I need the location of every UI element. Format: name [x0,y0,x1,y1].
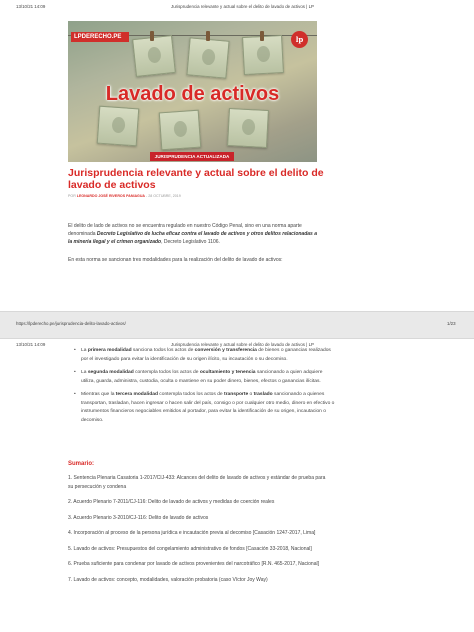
intro-paragraph [68,222,320,246]
sumario-link[interactable]: 5. Lavado de activos: Presupuestos del congelamiento administrativo de fondos [Casación 33-2018, Nacional] [68,545,312,552]
hero-title: Lavado de activos [105,83,280,105]
hero-image [68,21,317,162]
list-item: • Mientras que la tercera modalidad contempla todos los actos de transporte o traslado sancionando a quienes transportan, trasladan, hacen ingresar o hacen salir del país, consigo o por cualquier otro medio, dinero en efectivo o instrumentos financieros negociables emitidos al portador, para evitar la identificación de su origen, incautacion o decomiso. [74,391,336,425]
decree-name: Decreto Legislativo de lucha eficaz contra el lavado de activos y otros delitos relacionadas a la minería ilegal y el crimen organizado [68,231,317,245]
money-bill-icon [186,37,229,78]
list-item: • La segunda modalidad contempla todos los actos de ocultamiento y tenencia sancionando a quien adquiere utiliza, guarda, administra, custodia, oculta o mantiene en su poder dinero, bienes, efectos o ganancias ilícitas. [74,369,336,386]
sumario-link[interactable]: 1. Sentencia Plenaria Casatoria 1-2017/CIJ-433: Alcances del delito de lavado de activos y estándar de prueba para su persecución y condena [68,475,326,490]
sumario-link[interactable]: 4. Incorporación al proceso de la persona jurídica e incautación previa al decomiso [Casación 1247-2017, Lima] [68,530,316,536]
text-run: El delito de lado de activos no se encuentra regulado en nuestro Código Penal, sino en una norma aparte denominada [68,223,302,237]
clothespin-icon [206,31,210,41]
publish-date: 28 OCTUBRE, 2019 [148,194,181,198]
print-header-title: Jurisprudencia relevante y actual sobre el delito de lavado de activos | LP [171,342,314,347]
sumario-link[interactable]: 7. Lavado de activos: concepto, modalidades, valoración probatoria (caso Víctor Joy Way) [68,576,268,583]
print-header-title: Jurisprudencia relevante y actual sobre el delito de lavado de activos | LP [171,4,314,9]
article-title: Jurisprudencia relevante y actual sobre el delito de lavado de activos [68,167,324,191]
modalities-list [74,347,336,430]
brand-label: LPDERECHO.PE [71,32,129,42]
money-bill-icon [227,108,269,148]
money-bill-icon [132,35,176,77]
list-item: • La primera modalidad sanciona todos los actos de conversión y transferencia de bienes o ganancias realizados por el investigado para evitar la identificación de su origen ilícito, su incautación o su decomiso. [74,347,336,364]
byline [68,194,181,198]
sumario-link[interactable]: 2. Acuerdo Plenario 7-2011/CJ-116: Delito de lavado de activos y medidas de coerción reales [68,499,275,505]
sumario-link[interactable]: 3. Acuerdo Plenario 3-2010/CJ-116: Delito de lavado de activos [68,514,209,521]
byline-prefix: POR [68,194,76,198]
print-header-date: 13/10/21 14:09 [16,342,46,347]
text-run: , Decreto Legislativo 1106. [161,239,220,245]
sumario-list [68,474,330,584]
modalities-paragraph: En esta norma se sancionan tres modalidades para la realización del delito de lavado de activos: [68,257,283,263]
print-footer-page: 1/23 [447,321,456,326]
money-bill-icon [97,106,140,147]
sumario-link[interactable]: 6. Prueba suficiente para condenar por lavado de activos provenientes del narcotráfico [R.N. 465-2017, Nacional] [68,561,319,567]
money-bill-icon [159,110,202,151]
lp-logo: lp [291,31,308,48]
author-link[interactable]: LEONARDO JOSÉ RIVEROS PANIAGUA [76,194,146,198]
print-header-date: 13/10/21 14:09 [16,4,46,9]
separator: - [146,194,149,198]
print-footer-url: https://lpderecho.pe/jurisprudencia-delito-lavado-activos/ [16,321,126,326]
category-tag: JURISPRUDENCIA ACTUALIZADA [150,152,234,161]
sumario-heading: Sumario: [68,461,95,467]
clothespin-icon [150,31,154,41]
clothespin-icon [260,31,264,41]
